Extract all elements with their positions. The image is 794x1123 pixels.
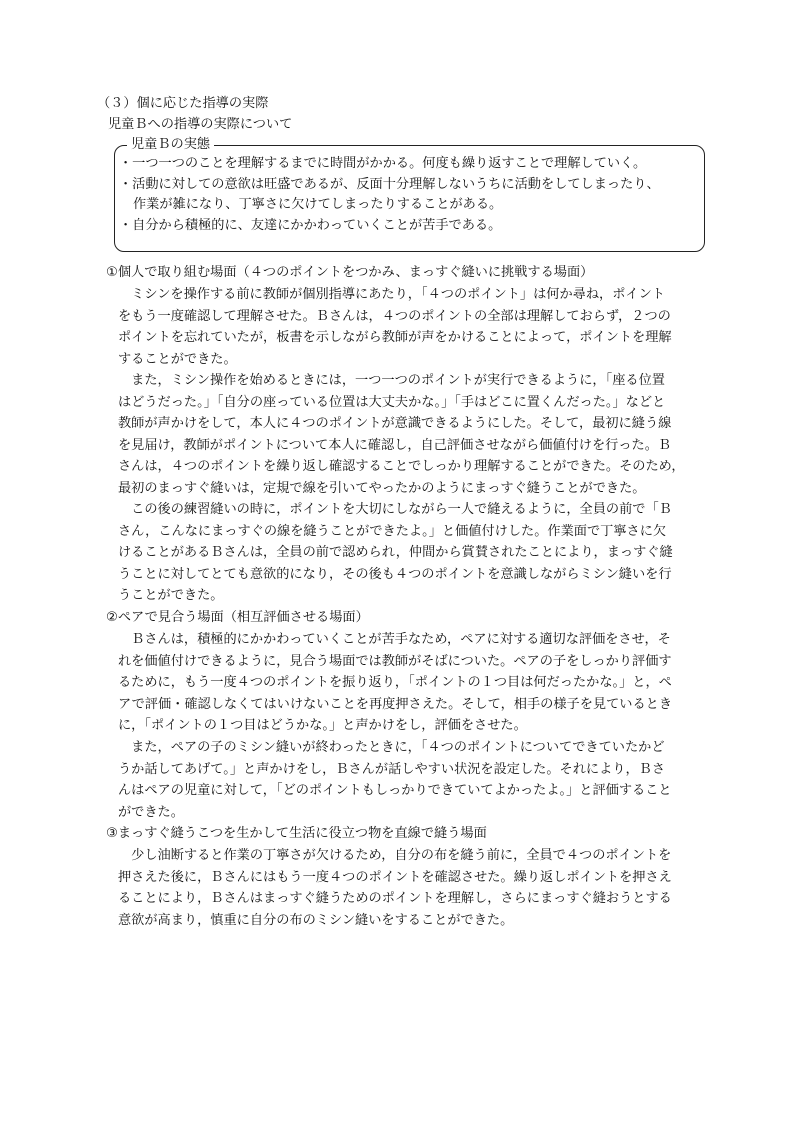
text-line: また，ペアの子のミシン縫いが終わったときに，「４つのポイントについてできていたかど bbox=[118, 740, 665, 755]
text-line: れを価値付けできるように，見合う場面では教師がそばについた。ペアの子をしっかり評価す bbox=[118, 653, 672, 669]
text-line: に，「ポイントの１つ目はどうかな。」と声かけをし，評価をさせた。 bbox=[118, 718, 527, 734]
text-line: この後の練習縫いの時に，ポイントを大切にしながら一人で縫えるように，全員の前で「Ｂ bbox=[118, 502, 672, 517]
subsection-heading: 児童Ｂへの指導の実際について bbox=[108, 117, 293, 132]
text-line: また，ミシン操作を始めるときには，一つ一つのポイントが実行できるように，「座る位置 bbox=[118, 373, 665, 388]
text-line: ができた。 bbox=[118, 804, 184, 820]
profile-line: ・一つ一つのことを理解するまでに時間がかかる。何度も繰り返すことで理解していく。 bbox=[119, 156, 647, 171]
text-line: さんは，４つのポイントを繰り返し確認することでしっかり理解することができた。そのため， bbox=[118, 459, 685, 475]
paragraph bbox=[118, 845, 708, 931]
paragraph bbox=[118, 370, 708, 500]
text-line: さん，こんなにまっすぐの線を縫うことができたよ。」と価値付けした。作業面で丁寧さに欠 bbox=[118, 523, 667, 539]
section-title-pair: ②ペアで見合う場面（相互評価させる場面） bbox=[106, 610, 369, 625]
profile-line: 作業が雑になり、丁寧さに欠けてしまったりすることがある。 bbox=[133, 197, 503, 212]
text-line: 少し油断すると作業の丁寧さが欠けるため，自分の布を縫う前に，全員で４つのポイントを bbox=[118, 848, 672, 863]
text-line: 最初のまっすぐ縫いは，定規で線を引いてやったかのようにまっすぐ縫うことができた。 bbox=[118, 480, 646, 496]
text-line: をもう一度確認して理解させた。Ｂさんは，４つのポイントの全部は理解しておらず，２つの bbox=[118, 308, 671, 324]
text-line: 意欲が高まり，慎重に自分の布のミシン縫いをすることができた。 bbox=[118, 912, 514, 928]
text-line: うか話してあげて。」と声かけをし，Ｂさんが話しやすい状況を設定した。それにより，Ｂさ bbox=[118, 761, 666, 777]
profile-line: ・活動に対しての意欲は旺盛であるが、反面十分理解しないうちに活動をしてしまったり、 bbox=[119, 176, 660, 192]
text-line: ミシンを操作する前に教師が個別指導にあたり，「４つのポイント」は何か尋ね，ポイント bbox=[118, 287, 665, 302]
text-line: ポイントを忘れていたが，板書を示しながら教師が声をかけることによって，ポイントを理解 bbox=[118, 330, 672, 346]
text-line: Ｂさんは，積極的にかかわっていくことが苦手なため，ペアに対する適切な評価をさせ，そ bbox=[118, 632, 671, 647]
text-line: けることがあるＢさんは，全員の前で認められ，仲間から賞賛されたことにより，まっすぐ縫 bbox=[118, 545, 673, 561]
section-heading: （３）個に応じた指導の実際 bbox=[97, 96, 269, 111]
text-line: うことができた。 bbox=[118, 588, 224, 604]
text-line: ることにより，Ｂさんはまっすぐ縫うためのポイントを理解し，さらにまっすぐ縫おうとする bbox=[118, 891, 672, 907]
text-line: んはペアの児童に対して，「どのポイントもしっかりできていてよかったよ。」と評価すること bbox=[118, 783, 672, 799]
section-title-individual: ①個人で取り組む場面（４つのポイントをつかみ、まっすぐ縫いに挑戦する場面） bbox=[106, 265, 594, 280]
text-line: るために，もう一度４つのポイントを振り返り，「ポイントの１つ目は何だったかな。」と，ペ bbox=[118, 675, 672, 691]
paragraph bbox=[118, 737, 708, 823]
paragraph bbox=[118, 629, 708, 737]
student-profile-list bbox=[119, 154, 704, 236]
student-profile-title: 児童Ｂの実態 bbox=[127, 134, 214, 156]
text-line: うことに対してとても意欲的になり，その後も４つのポイントを意識しながらミシン縫いを行 bbox=[118, 566, 672, 582]
paragraph bbox=[118, 284, 708, 370]
text-line: 押さえた後に，Ｂさんにはもう一度４つのポイントを確認させた。繰り返しポイントを押さえ bbox=[118, 869, 672, 885]
section-title-application: ③まっすぐ縫うこつを生かして生活に役立つ物を直線で縫う場面 bbox=[106, 826, 487, 841]
text-line: することができた。 bbox=[118, 351, 237, 367]
text-line: を見届け，教師がポイントについて本人に確認し，自己評価させながら価値付けを行った。Ｂ bbox=[118, 437, 672, 453]
text-line: アで評価・確認しなくてはいけないことを再度押さえた。そして，相手の様子を見ているとき bbox=[118, 696, 673, 712]
paragraph bbox=[118, 499, 708, 607]
text-line: はどうだった。」「自分の座っている位置は大丈夫かな。」「手はどこに置くんだった。」などと bbox=[118, 394, 666, 410]
profile-line: ・自分から積極的に、友達にかかわっていくことが苦手である。 bbox=[119, 217, 502, 233]
text-line: 教師が声かけをして，本人に４つのポイントが意識できるようにした。そして，最初に縫う線 bbox=[118, 416, 672, 432]
